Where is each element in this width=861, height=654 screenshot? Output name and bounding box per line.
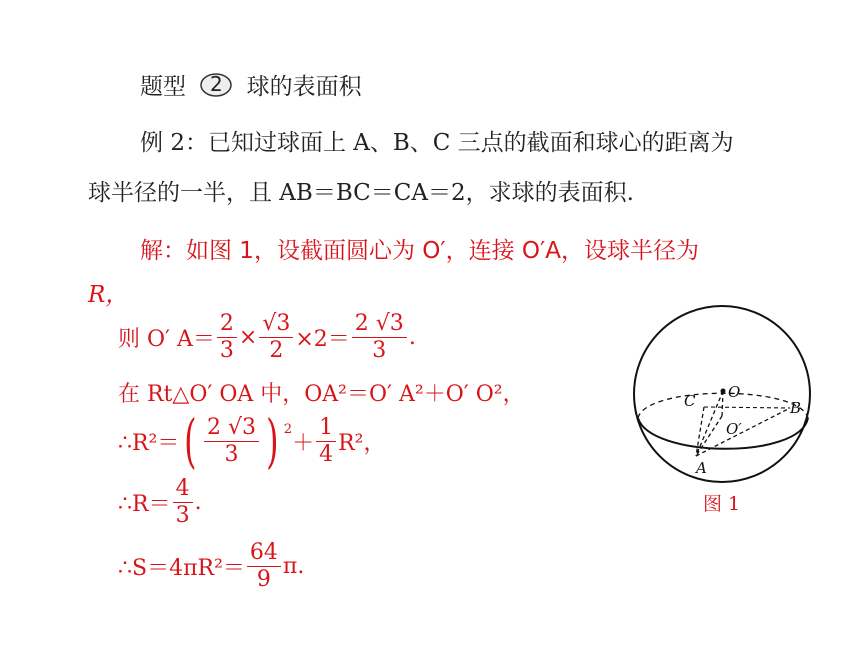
segment-o-o-prime: [722, 391, 723, 416]
period: .: [408, 325, 416, 350]
label-b: B: [790, 399, 802, 417]
right-paren: ): [266, 407, 279, 475]
example-text-2: 球半径的一半，且 AB＝BC＝CA＝2，求球的表面积.: [88, 180, 634, 206]
label-o: O: [728, 383, 741, 401]
example-line-2: [88, 174, 634, 207]
step5-prefix: ∴S＝4πR²＝: [118, 556, 245, 581]
solution-step-3: [118, 407, 386, 475]
r-squared-tail: R²，: [338, 430, 386, 456]
fraction-2sqrt3-3: $\frac{2 √3}{3}$: [352, 313, 407, 362]
example-label: 例: [140, 130, 163, 156]
step3-prefix: ∴R²＝: [118, 430, 180, 456]
sphere-figure: [620, 290, 820, 490]
fraction-sqrt3-2: $\frac{√3}{2}$: [259, 313, 293, 362]
step5-suffix: π.: [282, 554, 305, 579]
fraction-64-9: $\frac{64}{9}$: [247, 542, 281, 591]
label-a: A: [696, 459, 707, 477]
fraction-1-4: $\frac{1}{4}$: [316, 417, 336, 466]
solution-step-5: [118, 542, 304, 591]
square-exponent: 2: [283, 422, 293, 437]
heading-prefix: 题型: [140, 74, 186, 100]
period-2: .: [194, 490, 202, 515]
example-line-1: [140, 124, 734, 157]
solution-text-1: 解：如图 1，设截面圆心为 O′，连接 O′A，设球半径为: [140, 238, 699, 264]
heading-badge-number: 2: [209, 72, 223, 96]
times-2-equals: ×2＝: [295, 327, 350, 352]
step4-prefix: ∴R＝: [118, 492, 171, 517]
solution-step-4: [118, 478, 202, 527]
solution-line-2: [88, 276, 128, 309]
solution-step-2: [118, 377, 525, 408]
heading-number-badge: [199, 72, 233, 98]
label-o-prime: O′: [726, 420, 742, 438]
solution-step-1: [118, 313, 416, 362]
example-text-1: 2：已知过球面上 A、B、C 三点的截面和球心的距离为: [170, 130, 734, 156]
step1-prefix: 则 O′ A＝: [118, 327, 215, 352]
label-c: C: [684, 392, 696, 410]
fraction-2-3: $\frac{2}{3}$: [217, 313, 237, 362]
section-ellipse-front: [638, 418, 808, 449]
fraction-4-3: $\frac{4}{3}$: [173, 478, 193, 527]
center-point-o: [721, 389, 726, 394]
times-sign: ×: [238, 325, 258, 350]
section-heading: [140, 68, 362, 101]
plus-sign: ＋: [292, 430, 315, 456]
fraction-2sqrt3-3-b: $\frac{2 √3}{3}$: [204, 417, 259, 466]
segment-o-a: [696, 391, 723, 456]
solution-line-1: [140, 232, 699, 265]
step2-text: 在 Rt△O′ OA 中，OA²＝O′ A²＋O′ O²，: [118, 382, 525, 407]
figure-caption: 图 1: [703, 493, 741, 515]
left-paren: (: [184, 407, 197, 475]
solution-text-2: R，: [88, 282, 129, 308]
heading-title: 球的表面积: [246, 74, 362, 100]
